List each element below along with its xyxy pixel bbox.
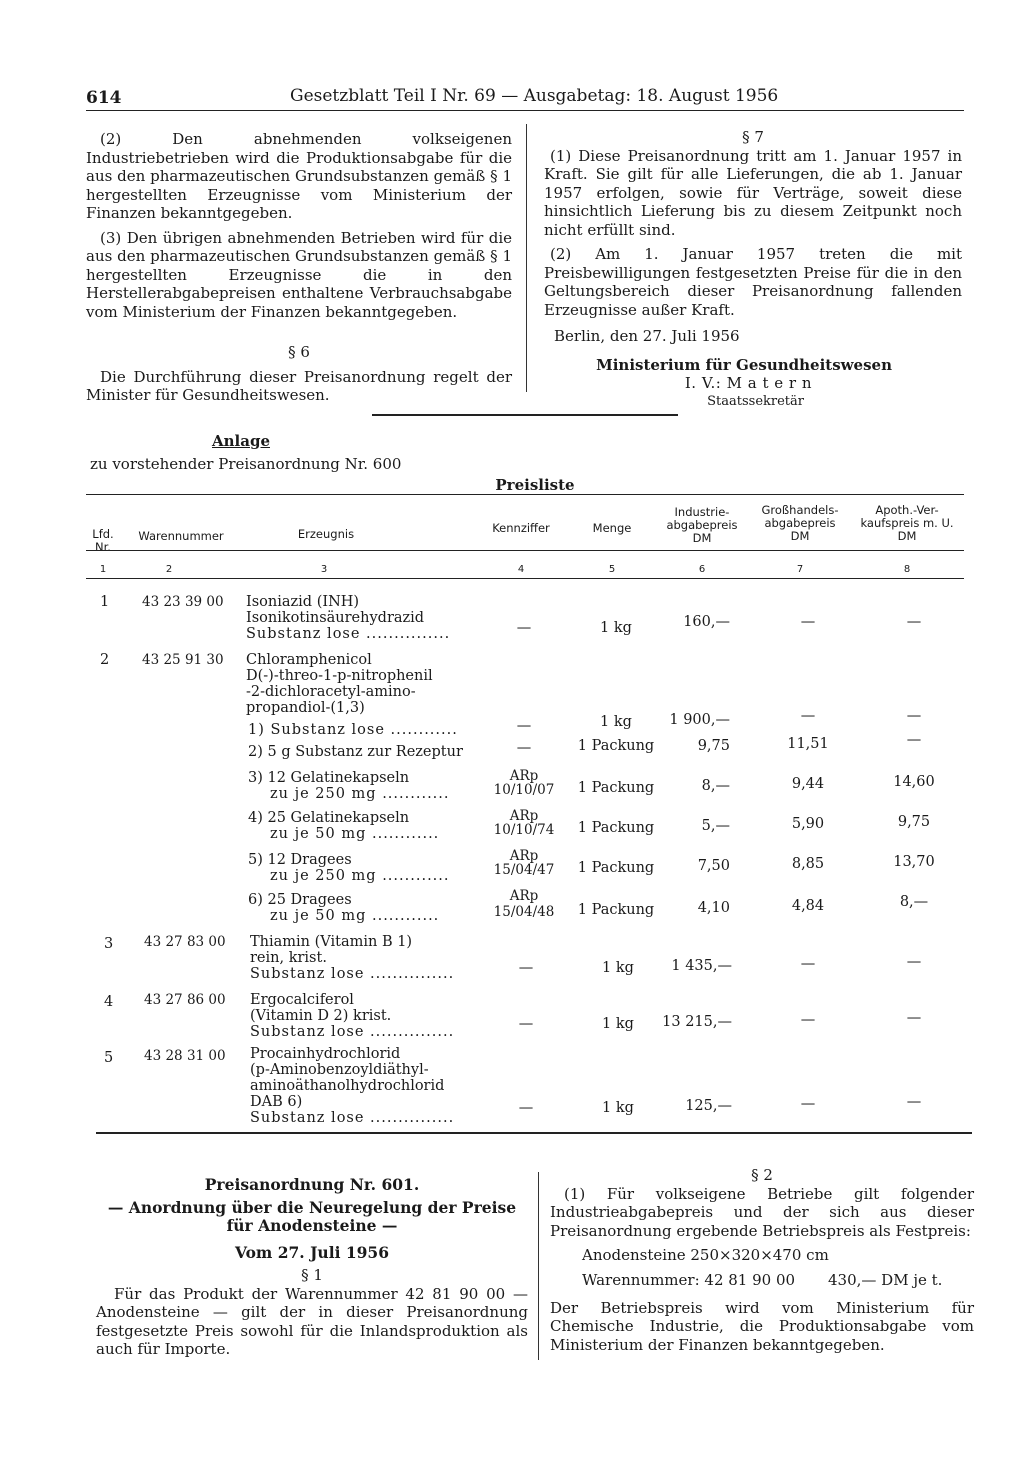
row-2-3-kennziffer-code: 10/10/07	[493, 782, 555, 798]
row-2-5-kennziffer-prefix: ARp	[509, 848, 539, 864]
row-2-3-line-2: zu je 250 mg ............	[270, 786, 450, 802]
row-2-5-industrieabgabepreis: 7,50	[697, 858, 730, 874]
product-price: 430,— DM je t.	[828, 1270, 943, 1289]
row-2-2-grosshandelspreis: 11,51	[787, 736, 829, 752]
row-3-warennummer: 43 27 83 00	[144, 934, 226, 950]
row-2-1-line: 1) Substanz lose ............	[248, 722, 458, 738]
header-kennziffer: Kennziffer	[492, 521, 550, 535]
column-number-3: 3	[320, 564, 328, 575]
row-3-grosshandelspreis: —	[800, 956, 816, 972]
warennummer-row	[550, 1271, 974, 1291]
row-5-line-1: Procainhydrochlorid	[250, 1046, 401, 1062]
section-6-heading: § 6	[288, 343, 310, 361]
signatory-title: Staatssekretär	[707, 393, 804, 409]
row-2-warennummer: 43 25 91 30	[142, 652, 224, 668]
row-3-kennziffer: —	[518, 960, 534, 976]
row-1-warennummer: 43 23 39 00	[142, 594, 224, 610]
row-4-line-2: (Vitamin D 2) krist.	[250, 1008, 392, 1024]
column-number-2: 2	[165, 564, 173, 575]
row-3-apothekenpreis: —	[906, 954, 922, 970]
row-3-nr: 3	[104, 936, 114, 952]
row-1-kennziffer: —	[516, 620, 532, 636]
row-1-apothekenpreis: —	[906, 614, 922, 630]
row-1-nr: 1	[100, 594, 110, 610]
row-2-3-grosshandelspreis: 9,44	[791, 776, 825, 792]
column-number-4: 4	[517, 564, 525, 575]
row-2-6-industrieabgabepreis: 4,10	[697, 900, 730, 916]
table-top-rule	[86, 494, 964, 495]
row-4-line-3: Substanz lose ...............	[250, 1024, 455, 1040]
section-1-text: Für das Produkt der Warennummer 42 81 90 00 — Anodensteine — gilt der in dieser Preisanordnung festgesetzte Preis sowohl für die Inlandsproduktion als auch für Importe.	[96, 1284, 528, 1358]
anlage-subtitle: zu vorstehender Preisanordnung Nr. 600	[90, 455, 402, 473]
ministry-name: Ministerium für Gesundheitswesen	[596, 355, 892, 374]
row-3-line-3: Substanz lose ...............	[250, 966, 455, 982]
decree-date: Vom 27. Juli 1956	[234, 1242, 390, 1262]
bottom-section-rule	[96, 1132, 972, 1134]
column-number-1: 1	[99, 564, 107, 575]
table-column-number-rule	[86, 578, 964, 579]
warennummer-line: Warennummer: 42 81 90 00	[582, 1270, 796, 1289]
bottom-left-column	[96, 1176, 528, 1359]
row-2-3-industrieabgabepreis: 8,—	[701, 778, 730, 794]
row-1-line-1: Isoniazid (INH)	[246, 594, 360, 610]
row-5-kennziffer: —	[518, 1100, 534, 1116]
row-2-4-kennziffer-code: 10/10/74	[493, 822, 555, 838]
right-para-1: (1) Diese Preisanordnung tritt am 1. Januar 1957 in Kraft. Sie gilt für alle Lieferungen, die ab 1. Januar 1957 erfolgen, sowie für Verträge, soweit diese hinsichtlich Lieferung bis zu diesem Zeitpunkt noch nicht erfüllt sind.	[544, 146, 962, 239]
row-2-line-2: D(-)-threo-1-p-nitrophenil	[246, 668, 433, 684]
row-4-grosshandelspreis: —	[800, 1012, 816, 1028]
signatory: I. V.: M a t e r n	[684, 374, 812, 392]
row-2-4-kennziffer-prefix: ARp	[509, 808, 539, 824]
row-2-2-industrieabgabepreis: 9,75	[697, 738, 730, 754]
column-number-8: 8	[903, 564, 911, 575]
row-2-6-apothekenpreis: 8,—	[899, 894, 929, 910]
page-number: 614	[86, 88, 122, 108]
section-2-heading: § 2	[751, 1166, 773, 1184]
row-4-warennummer: 43 27 86 00	[144, 992, 226, 1008]
row-5-industrieabgabepreis: 125,—	[685, 1098, 732, 1114]
row-5-grosshandelspreis: —	[800, 1096, 816, 1112]
column-number-5: 5	[608, 564, 616, 575]
row-2-nr: 2	[100, 652, 110, 668]
header-title: Gesetzblatt Teil I Nr. 69 — Ausgabetag: 18. August 1956	[290, 86, 779, 106]
row-5-line-3: aminoäthanolhydrochlorid	[250, 1078, 445, 1094]
row-3-menge: 1 kg	[602, 960, 634, 976]
row-2-3-menge: 1 Packung	[577, 780, 655, 796]
row-5-menge: 1 kg	[602, 1100, 634, 1116]
section-1-heading: § 1	[301, 1266, 323, 1284]
row-2-line-1: Chloramphenicol	[246, 652, 372, 668]
row-4-apothekenpreis: —	[906, 1010, 922, 1026]
row-1-line-3: Substanz lose ...............	[246, 626, 451, 642]
row-4-kennziffer: —	[518, 1016, 534, 1032]
header-grosshandelsabgabepreis: Großhandels- abgabepreis DM	[761, 503, 839, 543]
row-2-3-apothekenpreis: 14,60	[893, 774, 935, 790]
row-5-warennummer: 43 28 31 00	[144, 1048, 226, 1064]
left-column	[86, 130, 512, 405]
row-2-2-menge: 1 Packung	[577, 738, 655, 754]
row-2-4-line-2: zu je 50 mg ............	[270, 826, 440, 842]
row-2-5-line-2: zu je 250 mg ............	[270, 868, 450, 884]
right-column	[544, 128, 962, 411]
row-2-4-line-1: 4) 25 Gelatinekapseln	[248, 810, 410, 826]
right-para-2: (2) Am 1. Januar 1957 treten die mit Preisbewilligungen festgesetzten Preise für die in den Geltungsbereich dieser Preisanordnung fallenden Erzeugnisse außer Kraft.	[544, 245, 962, 319]
header-warennummer: Warennummer	[138, 529, 224, 543]
row-4-line-1: Ergocalciferol	[250, 992, 354, 1008]
row-4-menge: 1 kg	[602, 1016, 634, 1032]
row-2-3-line-1: 3) 12 Gelatinekapseln	[248, 770, 410, 786]
row-2-5-menge: 1 Packung	[577, 860, 655, 876]
header-rule	[86, 110, 964, 111]
row-2-1-kennziffer: —	[516, 718, 532, 734]
table-header-rule	[86, 550, 964, 551]
row-2-3-kennziffer-prefix: ARp	[509, 768, 539, 784]
row-2-4-industrieabgabepreis: 5,—	[701, 818, 730, 834]
column-divider	[526, 124, 527, 392]
row-2-line-3: -2-dichloracetyl-amino-	[246, 684, 416, 700]
row-2-2-line: 2) 5 g Substanz zur Rezeptur	[248, 744, 463, 760]
row-2-5-apothekenpreis: 13,70	[893, 854, 935, 870]
row-2-1-apothekenpreis: —	[906, 708, 922, 724]
row-1-industrieabgabepreis: 160,—	[683, 614, 730, 630]
section-7-heading: § 7	[742, 128, 764, 146]
row-1-menge: 1 kg	[600, 620, 632, 636]
left-para-2: (2) Den abnehmenden volkseigenen Industriebetrieben wird die Produktionsabgabe für die aus den pharmazeutischen Grundsubstanzen gemäß § 1 hergestellten Erzeugnisse vom Ministerium der Finanzen bekanntgegeben.	[86, 130, 512, 222]
row-3-line-2: rein, krist.	[250, 950, 327, 966]
row-2-2-apothekenpreis: —	[906, 732, 922, 748]
left-para-3: (3) Den übrigen abnehmenden Betrieben wird für die aus den pharmazeutischen Grundsubstanzen gemäß § 1 hergestellten Erzeugnisse die in den Herstellerabgabepreisen enthaltene Verbrauchsabgabe vom Ministerium der Finanzen bekanntgegeben.	[86, 228, 512, 321]
row-2-5-line-1: 5) 12 Dragees	[248, 852, 352, 868]
row-2-4-menge: 1 Packung	[577, 820, 655, 836]
row-2-5-grosshandelspreis: 8,85	[791, 856, 825, 872]
section-6-text: Die Durchführung dieser Preisanordnung regelt der Minister für Gesundheitswesen.	[86, 367, 512, 404]
row-4-nr: 4	[104, 994, 114, 1010]
row-2-6-kennziffer-prefix: ARp	[509, 888, 539, 904]
row-3-line-1: Thiamin (Vitamin B 1)	[250, 934, 413, 950]
section-rule	[372, 414, 678, 416]
decree-subtitle-2: für Anodensteine —	[226, 1216, 398, 1235]
row-5-line-5: Substanz lose ...............	[250, 1110, 455, 1126]
row-2-6-grosshandelspreis: 4,84	[791, 898, 825, 914]
section-2-para-1: (1) Für volkseigene Betriebe gilt folgender Industrieabgabepreis und der sich aus dieser Preisanordnung ergebende Betriebspreis als Festpreis:	[550, 1184, 974, 1240]
row-5-line-4: DAB 6)	[250, 1094, 303, 1110]
row-5-apothekenpreis: —	[906, 1094, 922, 1110]
row-2-1-industrieabgabepreis: 1 900,—	[669, 712, 730, 728]
row-3-industrieabgabepreis: 1 435,—	[671, 958, 732, 974]
header-lfd-nr: Lfd. Nr.	[92, 527, 114, 554]
place-date: Berlin, den 27. Juli 1956	[554, 327, 740, 345]
row-5-line-2: (p-Aminobenzoyldiäthyl-	[250, 1062, 429, 1078]
decree-title: Preisanordnung Nr. 601.	[204, 1175, 420, 1194]
bottom-right-column	[550, 1166, 974, 1354]
row-2-1-grosshandelspreis: —	[800, 708, 816, 724]
bottom-column-divider	[538, 1172, 539, 1360]
row-2-6-menge: 1 Packung	[577, 902, 655, 918]
row-2-6-kennziffer-code: 15/04/48	[493, 904, 555, 920]
row-2-1-menge: 1 kg	[600, 714, 632, 730]
section-2-para-2: Der Betriebspreis wird vom Ministerium für Chemische Industrie, die Produktionsabgabe vom Ministerium der Finanzen bekanntgegeben.	[550, 1298, 974, 1354]
row-2-4-apothekenpreis: 9,75	[897, 814, 931, 830]
row-2-line-4: propandiol-(1,3)	[246, 700, 365, 716]
row-2-6-line-1: 6) 25 Dragees	[248, 892, 352, 908]
column-number-7: 7	[796, 564, 804, 575]
header-menge: Menge	[592, 521, 632, 535]
row-2-2-kennziffer: —	[516, 740, 532, 756]
row-1-grosshandelspreis: —	[800, 614, 816, 630]
decree-subtitle-1: — Anordnung über die Neuregelung der Preise	[107, 1197, 517, 1217]
header-erzeugnis: Erzeugnis	[297, 527, 355, 541]
row-5-nr: 5	[104, 1050, 114, 1066]
row-4-industrieabgabepreis: 13 215,—	[662, 1014, 732, 1030]
row-2-5-kennziffer-code: 15/04/47	[493, 862, 555, 878]
row-2-6-line-2: zu je 50 mg ............	[270, 908, 440, 924]
row-2-4-grosshandelspreis: 5,90	[791, 816, 825, 832]
column-number-6: 6	[698, 564, 706, 575]
row-1-line-2: Isonikotinsäurehydrazid	[246, 610, 425, 626]
header-apothekenverkaufspreis: Apoth.-Ver- kaufspreis m. U. DM	[860, 503, 954, 543]
anlage-title: Anlage	[212, 432, 270, 450]
table-title: Preisliste	[495, 476, 575, 494]
header-industrieabgabepreis: Industrie- abgabepreis DM	[666, 505, 738, 545]
product-line: Anodensteine 250×320×470 cm	[582, 1246, 829, 1264]
